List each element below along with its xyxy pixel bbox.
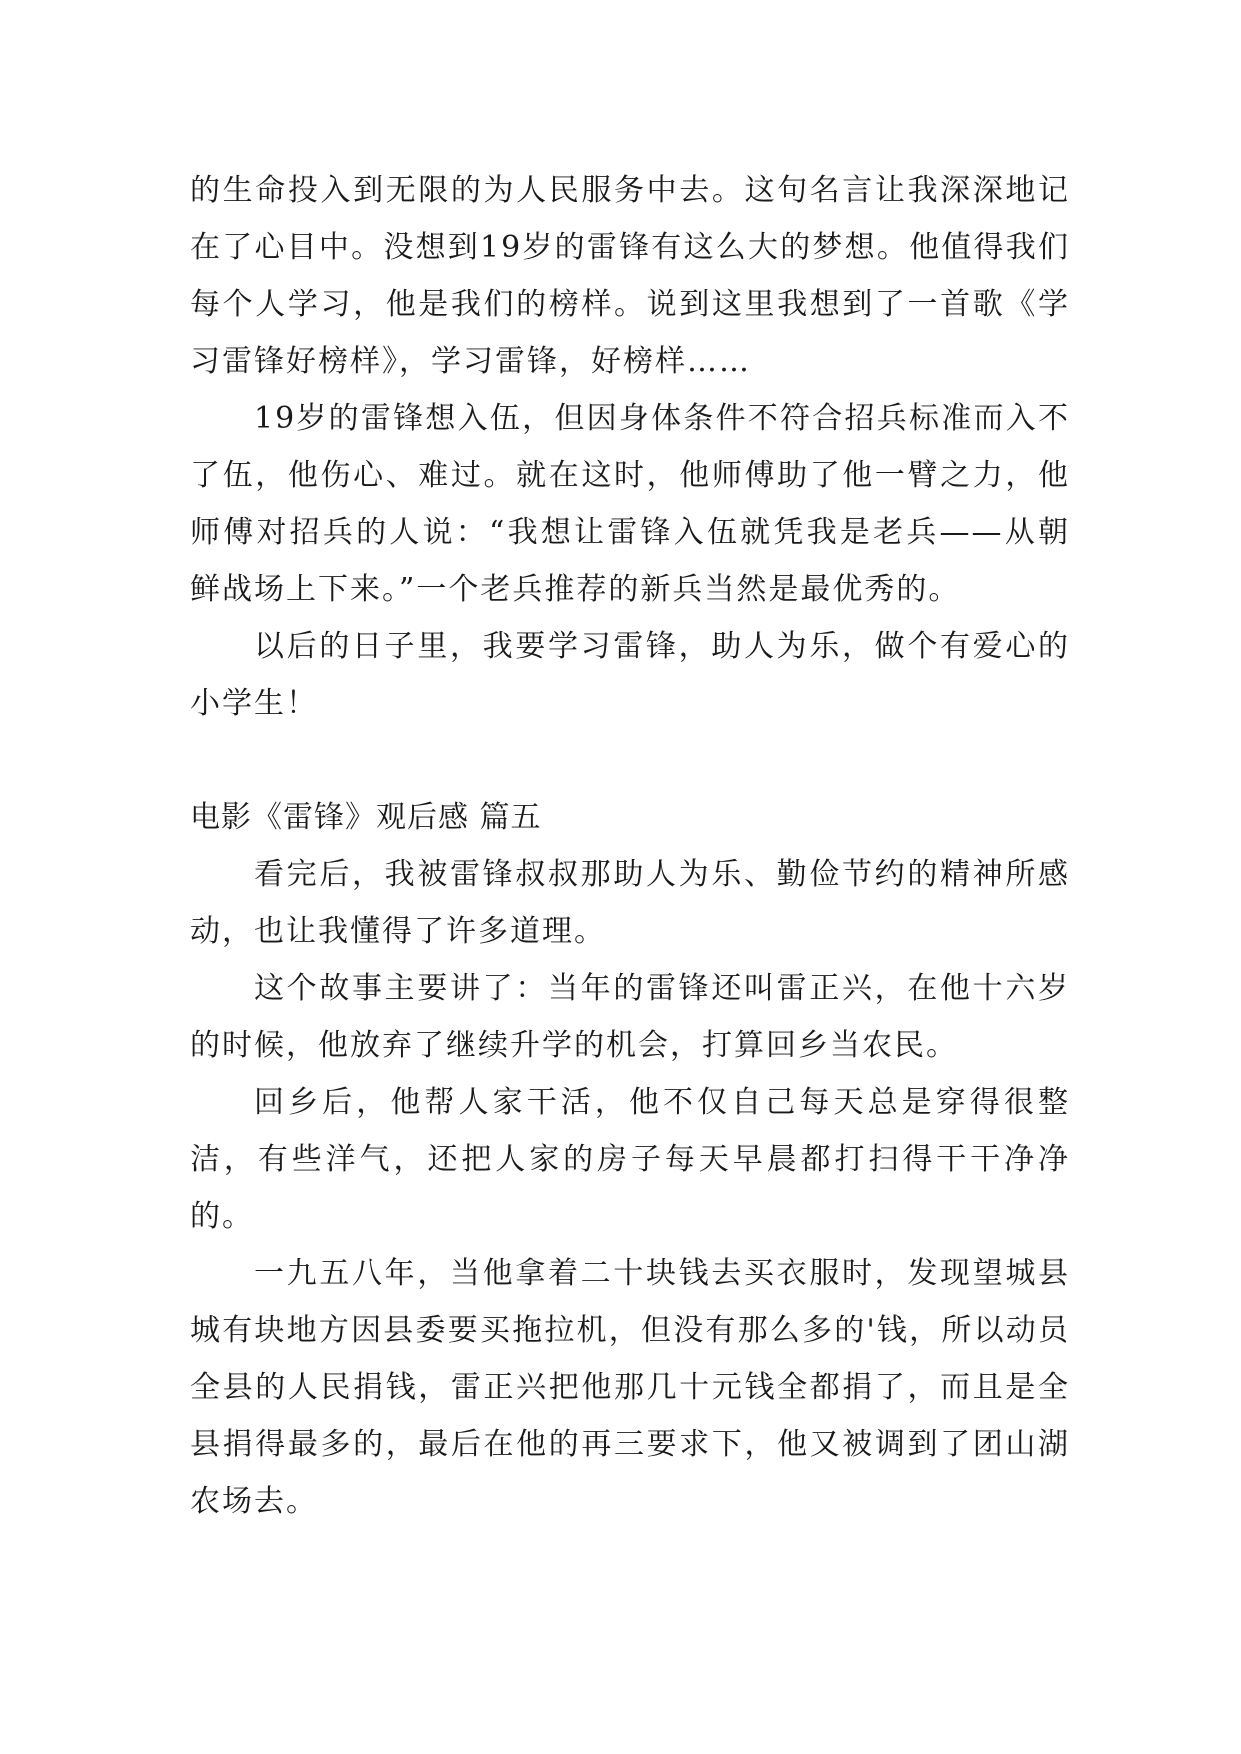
- paragraph: 一九五八年，当他拿着二十块钱去买衣服时，发现望城县城有块地方因县委要买拖拉机，但没有那么多的'钱，所以动员全县的人民捐钱，雷正兴把他那几十元钱全都捐了，而且是全县捐得最多的，最后在他的再三要求下，他又被调到了团山湖农场去。: [190, 1256, 1070, 1519]
- section-title: 电影《雷锋》观后感 篇五: [190, 800, 542, 835]
- paragraph: 这个故事主要讲了：当年的雷锋还叫雷正兴，在他十六岁的时候，他放弃了继续升学的机会，打算回乡当农民。: [190, 971, 1070, 1063]
- paragraph: 看完后，我被雷锋叔叔那助人为乐、勤俭节约的精神所感动，也让我懂得了许多道理。: [190, 857, 1070, 949]
- document-body: [190, 162, 1070, 1530]
- paragraph-continuation: 的生命投入到无限的为人民服务中去。这句名言让我深深地记在了心目中。没想到19岁的雷锋有这么大的梦想。他值得我们每个人学习，他是我们的榜样。说到这里我想到了一首歌《学习雷锋好榜样》，学习雷锋，好榜样……: [190, 173, 1070, 379]
- paragraph: 以后的日子里，我要学习雷锋，助人为乐，做个有爱心的小学生！: [190, 629, 1070, 721]
- paragraph: 19岁的雷锋想入伍，但因身体条件不符合招兵标准而入不了伍，他伤心、难过。就在这时，他师傅助了他一臂之力，他师傅对招兵的人说：“我想让雷锋入伍就凭我是老兵——从朝鲜战场上下来。”一个老兵推荐的新兵当然是最优秀的。: [190, 401, 1070, 607]
- paragraph: 回乡后，他帮人家干活，他不仅自己每天总是穿得很整洁，有些洋气，还把人家的房子每天早晨都打扫得干干净净的。: [190, 1085, 1070, 1234]
